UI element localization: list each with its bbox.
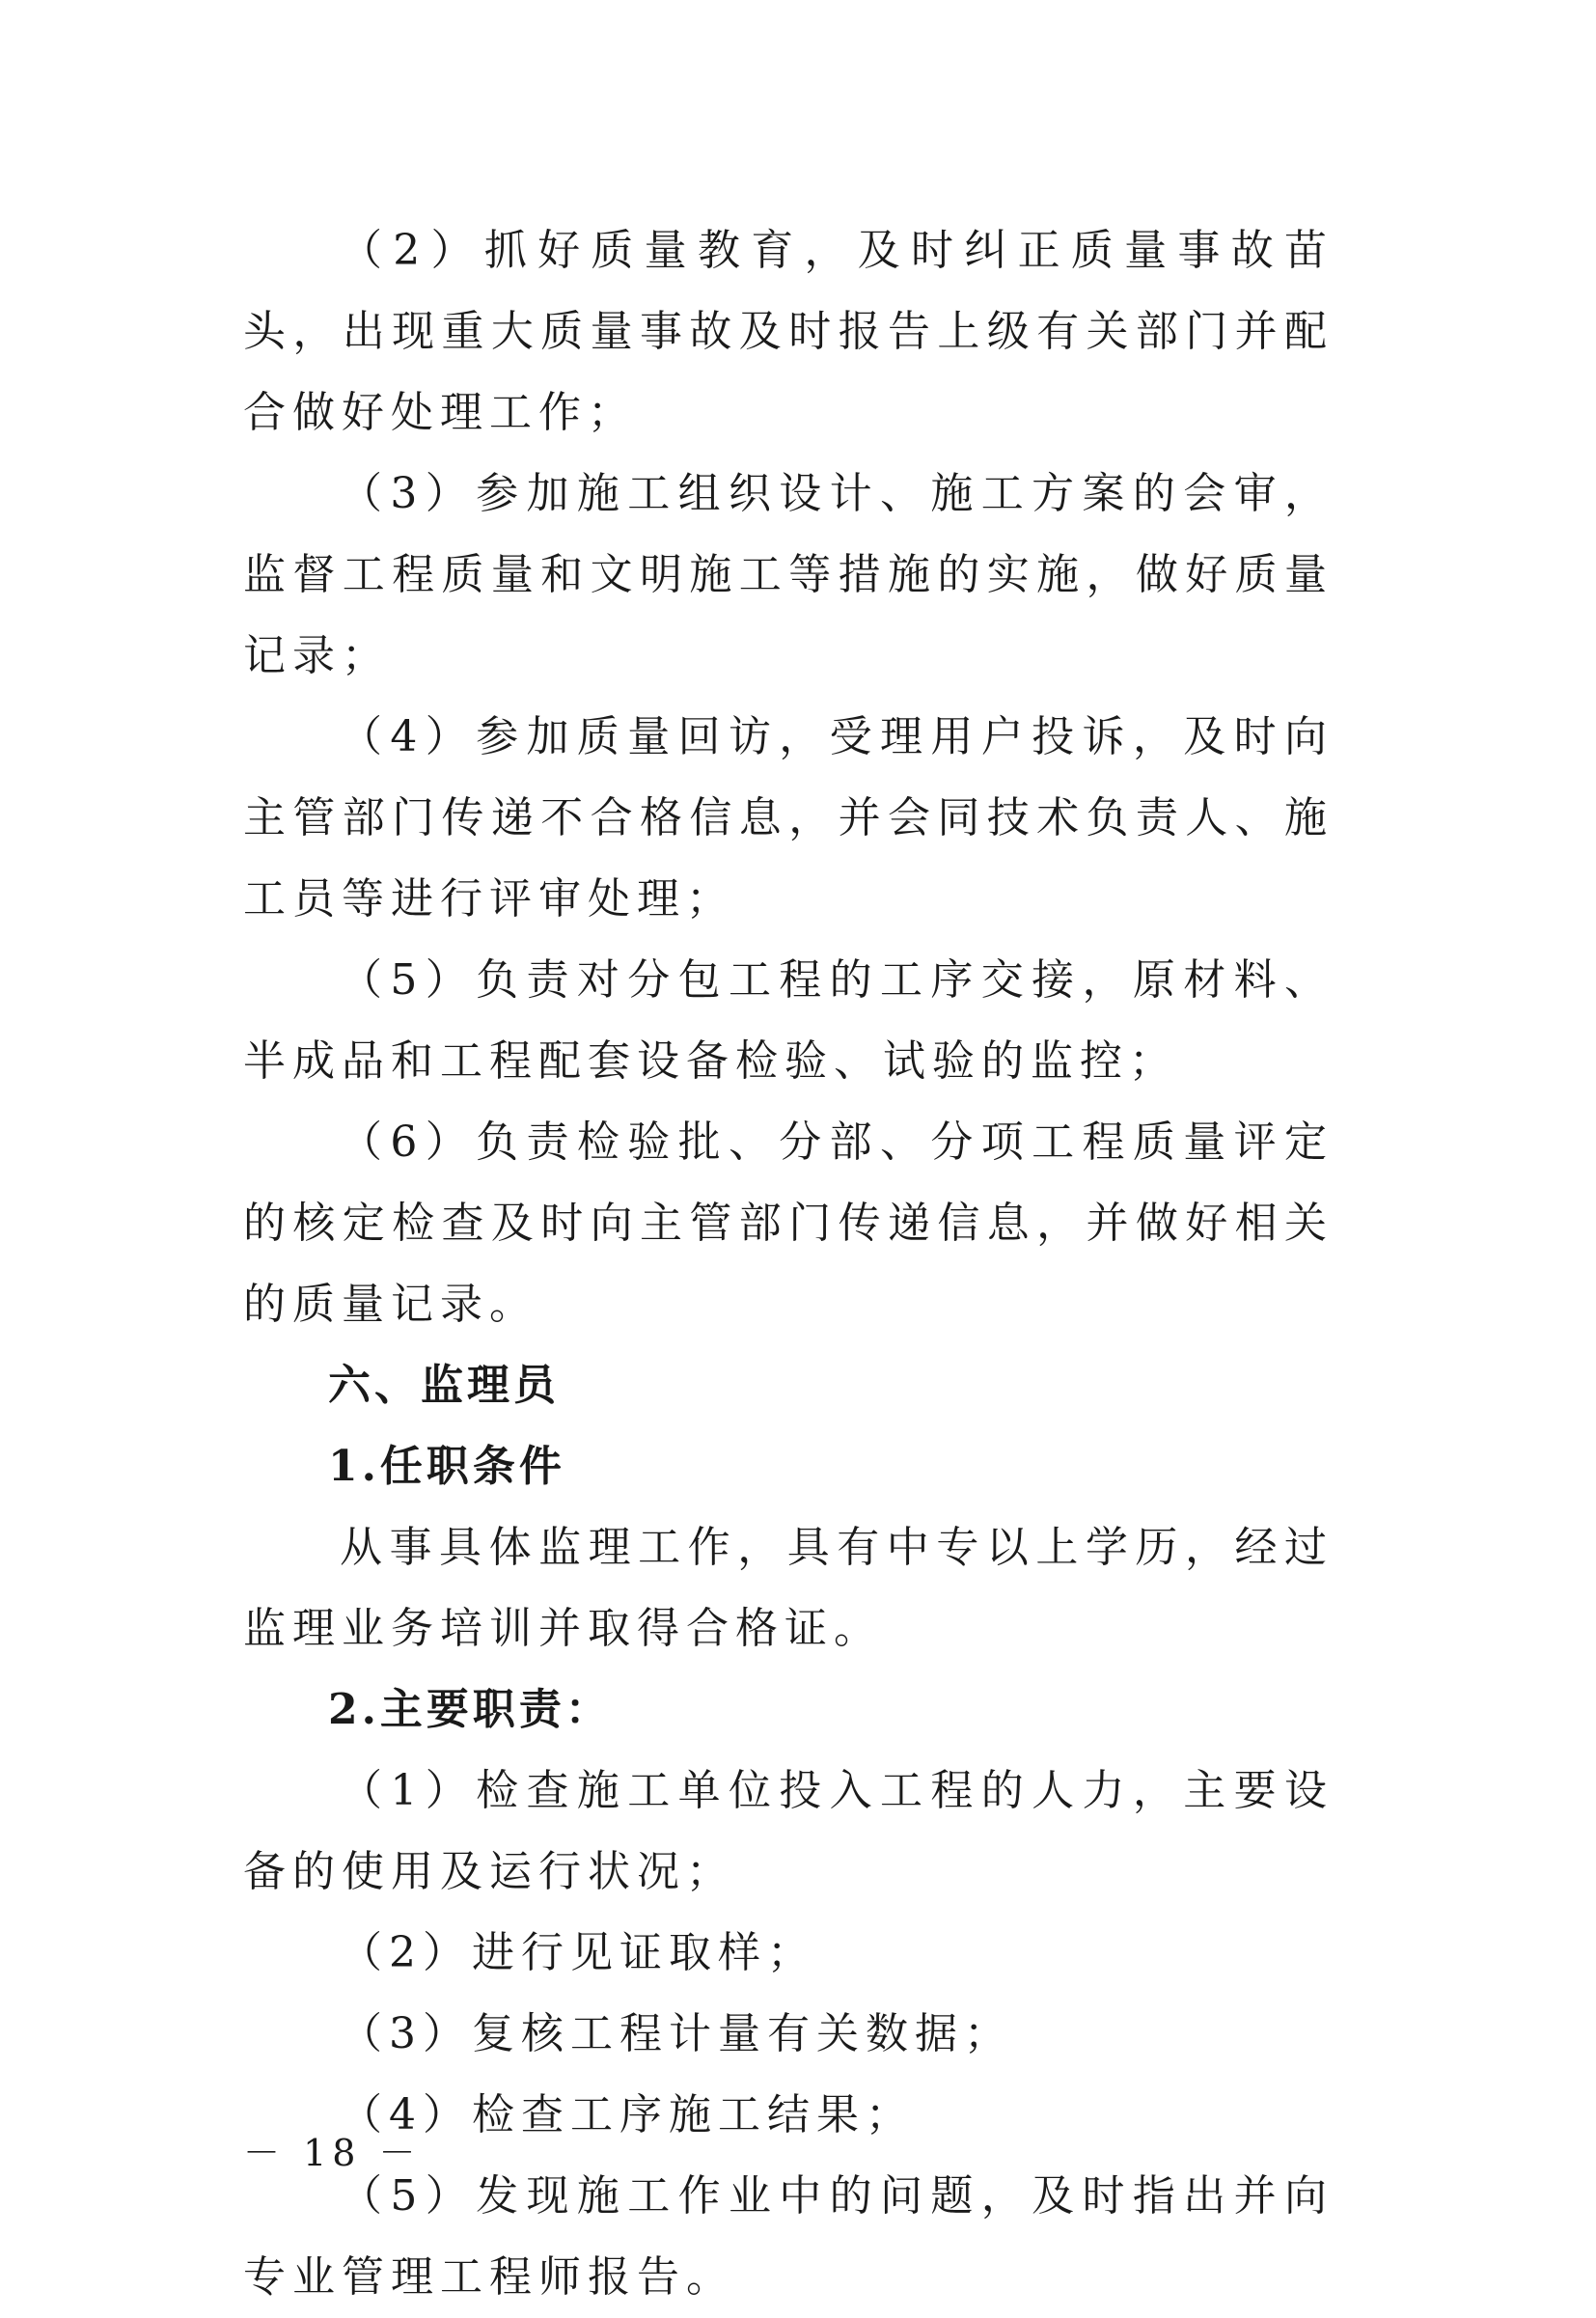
paragraph-item-2: （2）抓好质量教育，及时纠正质量事故苗头，出现重大质量事故及时报告上级有关部门并配合做好处理工作； — [243, 226, 1334, 437]
duty-item-2: （2）进行见证取样； — [340, 1928, 816, 1977]
paragraph-item-3: （3）参加施工组织设计、施工方案的会审，监督工程质量和文明施工等措施的实施，做好质量记录； — [243, 469, 1334, 680]
duty-item-4: （4）检查工序施工结果； — [340, 2090, 915, 2139]
page-number: － 18 － — [243, 2132, 422, 2174]
paragraph-item-4: （4）参加质量回访，受理用户投诉，及时向主管部门传递不合格信息，并会同技术负责人、施工员等进行评审处理； — [243, 712, 1334, 924]
subheading-qualifications: 1.任职条件 — [328, 1442, 565, 1491]
paragraph-item-5: （5）负责对分包工程的工序交接，原材料、半成品和工程配套设备检验、试验的监控； — [243, 955, 1334, 1086]
qualifications-text: 从事具体监理工作，具有中专以上学历，经过监理业务培训并取得合格证。 — [243, 1523, 1334, 1653]
duty-item-5: （5）发现施工作业中的问题，及时指出并向专业管理工程师报告。 — [243, 2171, 1334, 2302]
document-body — [243, 210, 1334, 2318]
subheading-duties: 2.主要职责： — [328, 1685, 612, 1734]
duty-item-1: （1）检查施工单位投入工程的人力，主要设备的使用及运行状况； — [243, 1766, 1334, 1896]
paragraph-item-6: （6）负责检验批、分部、分项工程质量评定的核定检查及时向主管部门传递信息，并做好相关的质量记录。 — [243, 1118, 1334, 1329]
duty-item-3: （3）复核工程计量有关数据； — [340, 2009, 1013, 2058]
section-heading: 六、监理员 — [328, 1361, 560, 1410]
